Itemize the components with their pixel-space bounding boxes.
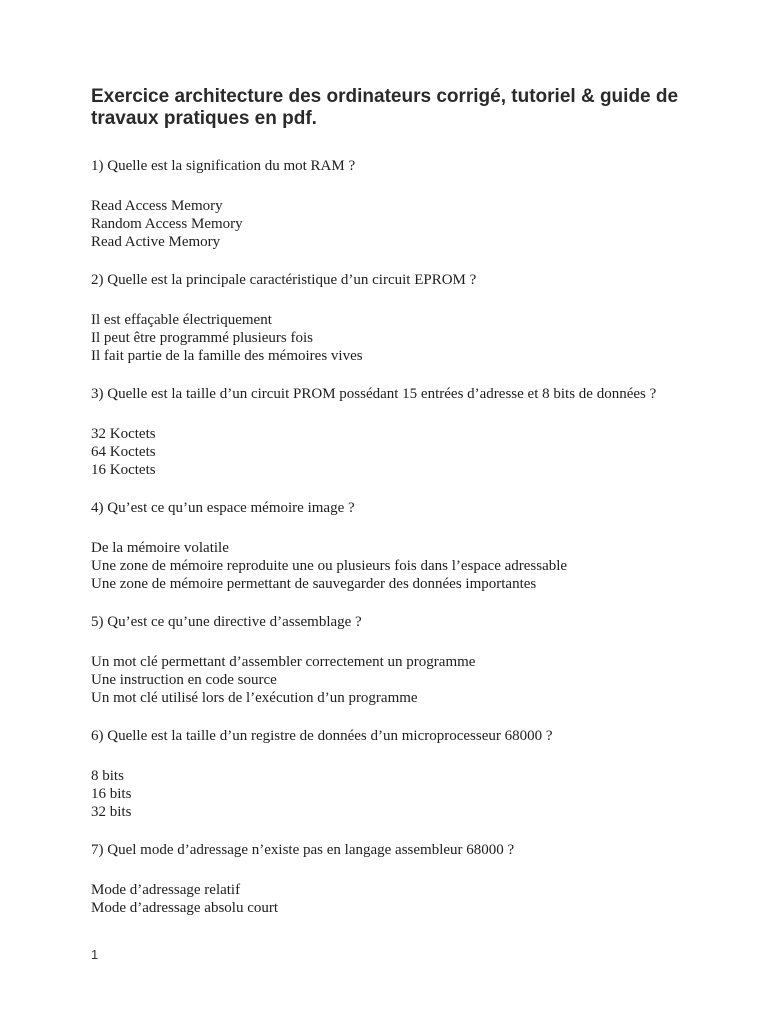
question-text: 7) Quel mode d’adressage n’existe pas en langage assembleur 68000 ? — [91, 842, 515, 858]
answer-option: Read Active Memory — [91, 234, 221, 250]
answer-option: Un mot clé permettant d’assembler correctement un programme — [91, 654, 476, 670]
question-4 — [91, 499, 711, 593]
answer-list — [91, 881, 711, 917]
answer-option: Read Access Memory — [91, 198, 223, 214]
document-title: Exercice architecture des ordinateurs corrigé, tutoriel & guide de travaux pratiques en pdf. — [91, 86, 679, 129]
answer-list — [91, 197, 711, 251]
answer-list — [91, 767, 711, 821]
question-text: 3) Quelle est la taille d’un circuit PROM possédant 15 entrées d’adresse et 8 bits de données ? — [91, 386, 657, 402]
answer-list — [91, 425, 711, 479]
answer-option: Il fait partie de la famille des mémoires vives — [91, 348, 363, 364]
answer-list — [91, 311, 711, 365]
answer-list — [91, 539, 711, 593]
answer-option: 8 bits — [91, 768, 124, 784]
question-6 — [91, 727, 711, 821]
question-1 — [91, 157, 711, 251]
question-7 — [91, 841, 711, 917]
question-text: 2) Quelle est la principale caractéristique d’un circuit EPROM ? — [91, 272, 477, 288]
answer-option: Une instruction en code source — [91, 672, 277, 688]
question-text: 1) Quelle est la signification du mot RAM ? — [91, 158, 356, 174]
answer-option: 32 Koctets — [91, 426, 156, 442]
answer-option: Mode d’adressage absolu court — [91, 900, 279, 916]
answer-option: 64 Koctets — [91, 444, 156, 460]
answer-option: 16 Koctets — [91, 462, 156, 478]
answer-option: Random Access Memory — [91, 216, 243, 232]
answer-option: Il peut être programmé plusieurs fois — [91, 330, 314, 346]
question-5 — [91, 613, 711, 707]
answer-option: Mode d’adressage relatif — [91, 882, 241, 898]
answer-option: Il est effaçable électriquement — [91, 312, 272, 328]
answer-option: De la mémoire volatile — [91, 540, 229, 556]
question-text: 5) Qu’est ce qu’une directive d’assemblage ? — [91, 614, 362, 630]
answer-option: Une zone de mémoire reproduite une ou plusieurs fois dans l’espace adressable — [91, 558, 568, 574]
answer-option: Un mot clé utilisé lors de l’exécution d’un programme — [91, 690, 418, 706]
question-text: 6) Quelle est la taille d’un registre de données d’un microprocesseur 68000 ? — [91, 728, 553, 744]
answer-option: 16 bits — [91, 786, 132, 802]
answer-option: Une zone de mémoire permettant de sauvegarder des données importantes — [91, 576, 537, 592]
answer-list — [91, 653, 711, 707]
page-number: 1 — [91, 947, 99, 962]
question-3 — [91, 385, 711, 479]
question-text: 4) Qu’est ce qu’un espace mémoire image ? — [91, 500, 355, 516]
answer-option: 32 bits — [91, 804, 132, 820]
document-page — [91, 86, 711, 937]
question-2 — [91, 271, 711, 365]
